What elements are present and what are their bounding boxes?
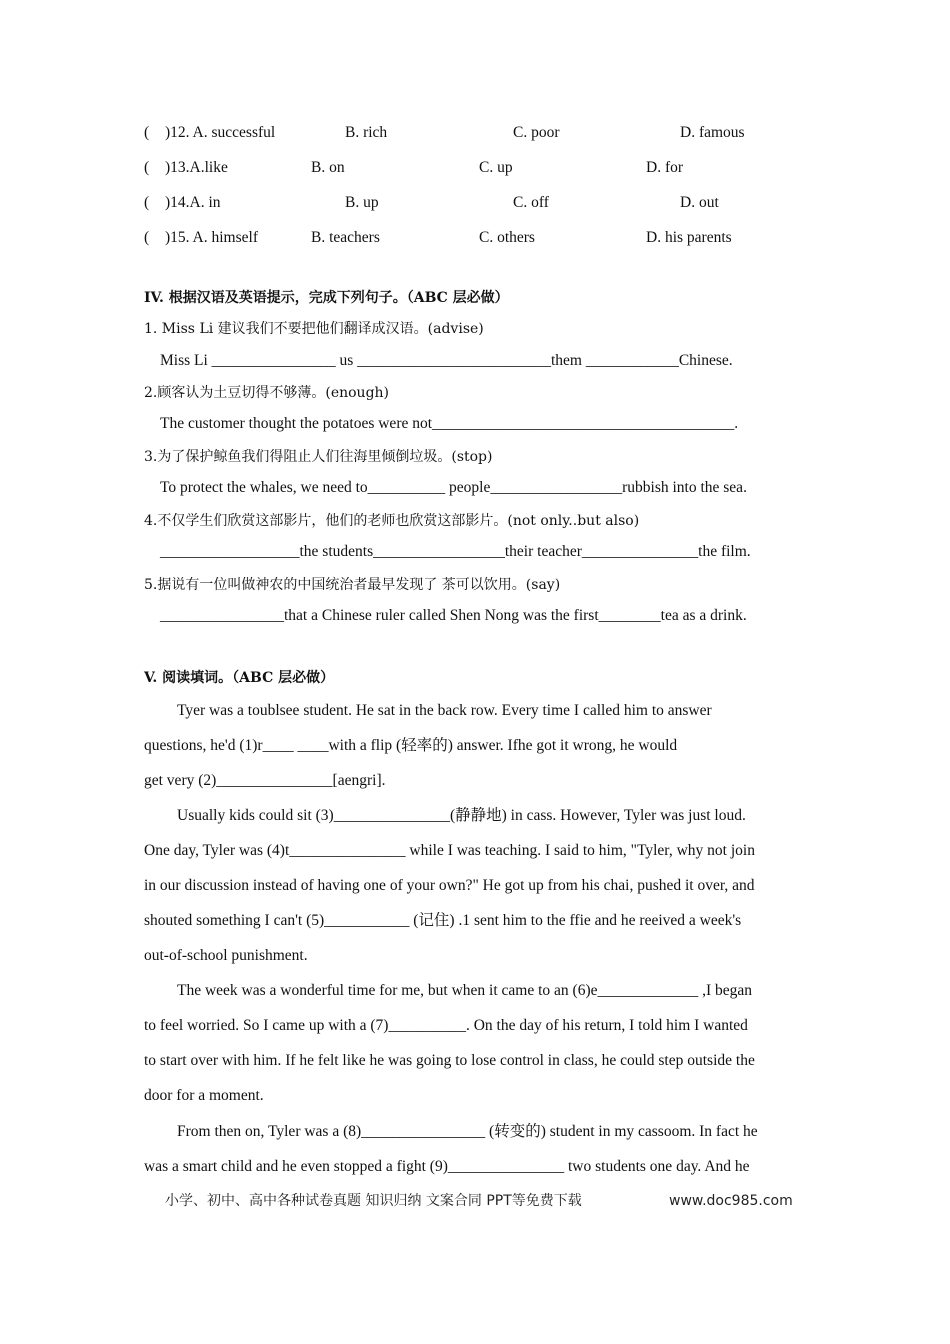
passage-line: get very (2)_______________[aengri].: [144, 772, 386, 789]
passage-line: Tyer was a toublsee student. He sat in the back row. Every time I called him to answer: [177, 702, 712, 719]
question-5-prompt: 5.据说有一位叫做神农的中国统治者最早发现了 茶可以饮用。(say): [144, 577, 561, 593]
mcq-option-a: )14.A. in: [165, 194, 221, 211]
question-1-prompt: 1. Miss Li 建议我们不要把他们翻译成汉语。(advise): [144, 321, 484, 337]
question-2-prompt: 2.顾客认为土豆切得不够薄。(enough): [144, 385, 390, 401]
mcq-option-b: B. up: [345, 194, 379, 211]
mcq-option-a: )15. A. himself: [165, 229, 258, 246]
mcq-option-d: D. famous: [680, 124, 745, 141]
question-2-blanks: The customer thought the potatoes were not_______________________________________.: [160, 415, 739, 432]
mcq-paren: (: [144, 194, 150, 211]
mcq-option-c: C. poor: [513, 124, 560, 141]
passage-line: in our discussion instead of having one of your own?" He got up from his chai, pushed it over, and: [144, 877, 755, 894]
passage-line: questions, he'd (1)r____ ____with a flip (轻率的) answer. Ifhe got it wrong, he would: [144, 737, 678, 754]
passage-line: out-of-school punishment.: [144, 947, 308, 964]
mcq-option-d: D. for: [646, 159, 684, 176]
passage-line: The week was a wonderful time for me, but when it came to an (6)e_____________ ,I began: [177, 982, 753, 999]
passage-line: Usually kids could sit (3)_______________(静静地) in cass. However, Tyler was just loud.: [177, 807, 746, 824]
mcq-option-c: C. others: [479, 229, 535, 246]
section-4-title: IV. 根据汉语及英语提示，完成下列句子。（ABC 层必做）: [144, 290, 509, 306]
mcq-option-d: D. out: [680, 194, 719, 211]
mcq-option-d: D. his parents: [646, 229, 732, 246]
question-3-prompt: 3.为了保护鲸鱼我们得阻止人们往海里倾倒垃圾。(stop): [144, 449, 493, 465]
mcq-option-b: B. rich: [345, 124, 388, 141]
passage-line: to start over with him. If he felt like he was going to lose control in class, he could step outside the: [144, 1052, 755, 1069]
section-5-title: V. 阅读填词。（ABC 层必做）: [144, 670, 335, 686]
question-1-blanks: Miss Li ________________ us _________________________them ____________Chinese.: [160, 352, 733, 369]
mcq-option-c: C. up: [479, 159, 513, 176]
mcq-option-b: B. on: [311, 159, 345, 176]
mcq-paren: (: [144, 159, 150, 176]
mcq-paren: (: [144, 229, 150, 246]
question-3-blanks: To protect the whales, we need to__________ people_________________rubbish into the sea.: [160, 479, 747, 496]
question-5-blanks: ________________that a Chinese ruler called Shen Nong was the first________tea as a drink.: [160, 607, 747, 624]
mcq-option-a: )13.A.like: [165, 159, 228, 176]
mcq-option-c: C. off: [513, 194, 549, 211]
footer-text: 小学、初中、高中各种试卷真题 知识归纳 文案合同 PPT等免费下载: [165, 1193, 582, 1209]
passage-line: From then on, Tyler was a (8)________________ (转变的) student in my cassoom. In fact he: [177, 1123, 758, 1140]
passage-line: door for a moment.: [144, 1087, 264, 1104]
passage-line: shouted something I can't (5)___________ (记住) .1 sent him to the ffie and he reeived a week's: [144, 912, 742, 929]
footer-url[interactable]: www.doc985.com: [669, 1193, 793, 1209]
passage-line: was a smart child and he even stopped a fight (9)_______________ two students one day. And he: [144, 1158, 750, 1175]
mcq-option-b: B. teachers: [311, 229, 380, 246]
passage-line: One day, Tyler was (4)t_______________ while I was teaching. I said to him, "Tyler, why not join: [144, 842, 755, 859]
passage-line: to feel worried. So I came up with a (7)__________. On the day of his return, I told him I wanted: [144, 1017, 748, 1034]
question-4-prompt: 4.不仅学生们欣赏这部影片，他们的老师也欣赏这部影片。(not only..but also): [144, 513, 640, 529]
question-4-blanks: __________________the students_________________their teacher_______________the film.: [160, 543, 751, 560]
mcq-option-a: )12. A. successful: [165, 124, 276, 141]
mcq-paren: (: [144, 124, 150, 141]
